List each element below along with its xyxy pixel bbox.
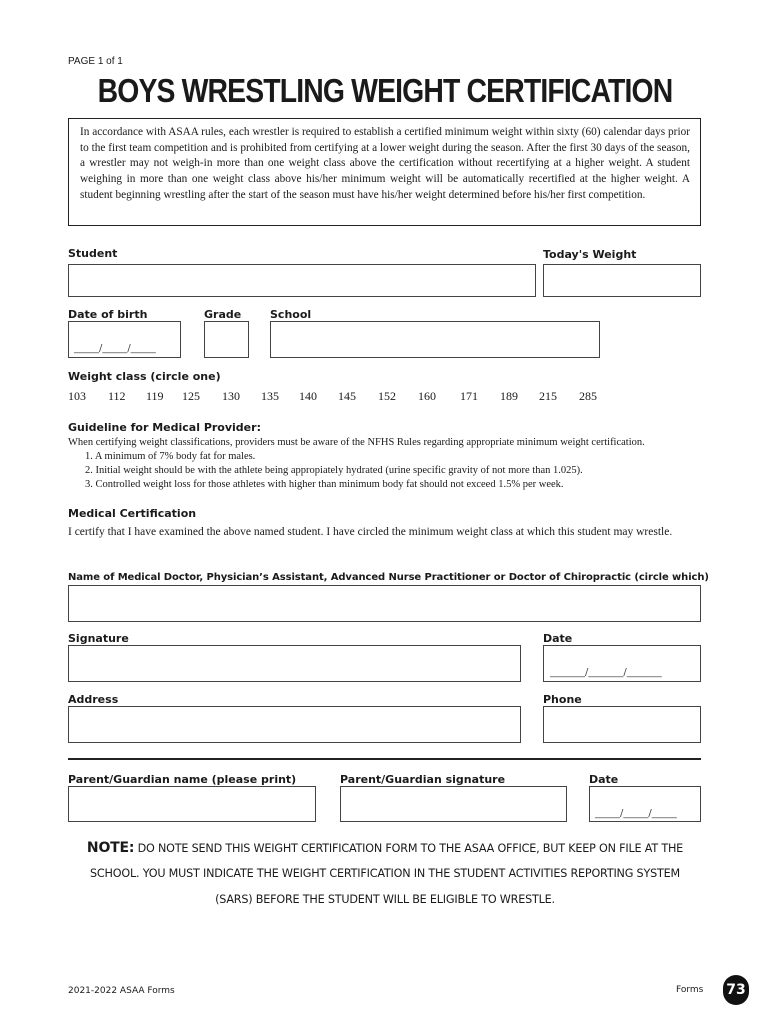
student-label: Student [68, 247, 118, 260]
weight-135[interactable]: 135 [261, 389, 279, 403]
parent-name-field[interactable] [68, 786, 316, 822]
note-line-1-text: DO NOTE SEND THIS WEIGHT CERTIFICATION FORM TO THE ASAA OFFICE, BUT KEEP ON FILE AT THE [134, 842, 684, 855]
weight-285[interactable]: 285 [579, 389, 597, 403]
footer-section: Forms [676, 985, 704, 995]
address-label: Address [68, 693, 119, 706]
weight-189[interactable]: 189 [500, 389, 518, 403]
page-title: BOYS WRESTLING WEIGHT CERTIFICATION [97, 72, 673, 109]
signature-field[interactable] [68, 645, 521, 682]
todays-weight-label: Today's Weight [543, 248, 637, 261]
note-line-2: SCHOOL. YOU MUST INDICATE THE WEIGHT CERTIFICATION IN THE STUDENT ACTIVITIES REPORTING SYSTEM [90, 867, 680, 880]
phone-label: Phone [543, 693, 582, 706]
footer-left: 2021-2022 ASAA Forms [68, 986, 175, 996]
grade-field[interactable] [204, 321, 249, 358]
parent-signature-label: Parent/Guardian signature [340, 773, 506, 786]
provider-label: Name of Medical Doctor, Physician’s Assistant, Advanced Nurse Practitioner or Doctor of Chiropractic (circle which) [68, 572, 709, 583]
weight-160[interactable]: 160 [418, 389, 436, 403]
grade-label: Grade [204, 308, 242, 321]
weight-112[interactable]: 112 [108, 389, 126, 403]
note-line-3: (SARS) BEFORE THE STUDENT WILL BE ELIGIBLE TO WRESTLE. [215, 893, 555, 906]
guideline-item: 1. A minimum of 7% body fat for males. [85, 451, 256, 462]
dob-placeholder: _____/_____/_____ [74, 343, 156, 354]
weight-119[interactable]: 119 [146, 389, 164, 403]
note-prefix: NOTE: [86, 840, 135, 856]
weight-171[interactable]: 171 [460, 389, 478, 403]
provider-name-field[interactable] [68, 585, 701, 622]
note-line-1 [0, 840, 770, 856]
intro-paragraph: In accordance with ASAA rules, each wrestler is required to establish a certified minimum weight within sixty (60) calendar days prior to the first team competition and is prohibited from certifying at a lower weight during the season. After the first 30 days of the season, a wrestler may not weigh-in more than one weight class above the certification without recertifying at a higher weight. A student weighing in more than one weight class above his/her minimum weight will be automatically recertified at the higher weight. A student beginning wrestling after the start of the season must have his/her weight determined before his/her first competition. [68, 118, 701, 226]
parent-signature-field[interactable] [340, 786, 567, 822]
weight-125[interactable]: 125 [182, 389, 200, 403]
date-label: Date [543, 632, 573, 645]
medical-text: I certify that I have examined the above named student. I have circled the minimum weight class at which this student may wrestle. [68, 526, 673, 538]
weight-152[interactable]: 152 [378, 389, 396, 403]
page-number: 73 [723, 975, 749, 1005]
parent-date-label: Date [589, 773, 619, 786]
guideline-item: 3. Controlled weight loss for those athletes with higher than minimum body fat should not exceed 1.5% per week. [85, 479, 564, 490]
phone-field[interactable] [543, 706, 701, 743]
student-field[interactable] [68, 264, 536, 297]
weight-145[interactable]: 145 [338, 389, 356, 403]
guideline-intro: When certifying weight classifications, providers must be aware of the NFHS Rules regarding appropriate minimum weight certification. [68, 437, 645, 448]
school-field[interactable] [270, 321, 600, 358]
weight-215[interactable]: 215 [539, 389, 557, 403]
medical-date-placeholder: _______/_______/_______ [550, 667, 662, 678]
guideline-item: 2. Initial weight should be with the athlete being appropiately hydrated (urine specific gravity of not more than 1.025). [85, 465, 583, 476]
weight-140[interactable]: 140 [299, 389, 317, 403]
dob-label: Date of birth [68, 308, 148, 321]
weight-103[interactable]: 103 [68, 389, 86, 403]
weight-class-label: Weight class (circle one) [68, 370, 221, 383]
dob-field[interactable] [68, 321, 181, 358]
signature-label: Signature [68, 632, 129, 645]
medical-date-field[interactable] [543, 645, 701, 682]
parent-name-label: Parent/Guardian name (please print) [68, 773, 297, 786]
parent-date-placeholder: _____/_____/_____ [595, 808, 677, 819]
medical-heading: Medical Certification [68, 507, 197, 520]
address-field[interactable] [68, 706, 521, 743]
parent-date-field[interactable] [589, 786, 701, 822]
section-divider [68, 758, 701, 760]
page-label: PAGE 1 of 1 [68, 56, 123, 67]
guideline-heading: Guideline for Medical Provider: [68, 421, 261, 434]
school-label: School [270, 308, 312, 321]
weight-130[interactable]: 130 [222, 389, 240, 403]
todays-weight-field[interactable] [543, 264, 701, 297]
